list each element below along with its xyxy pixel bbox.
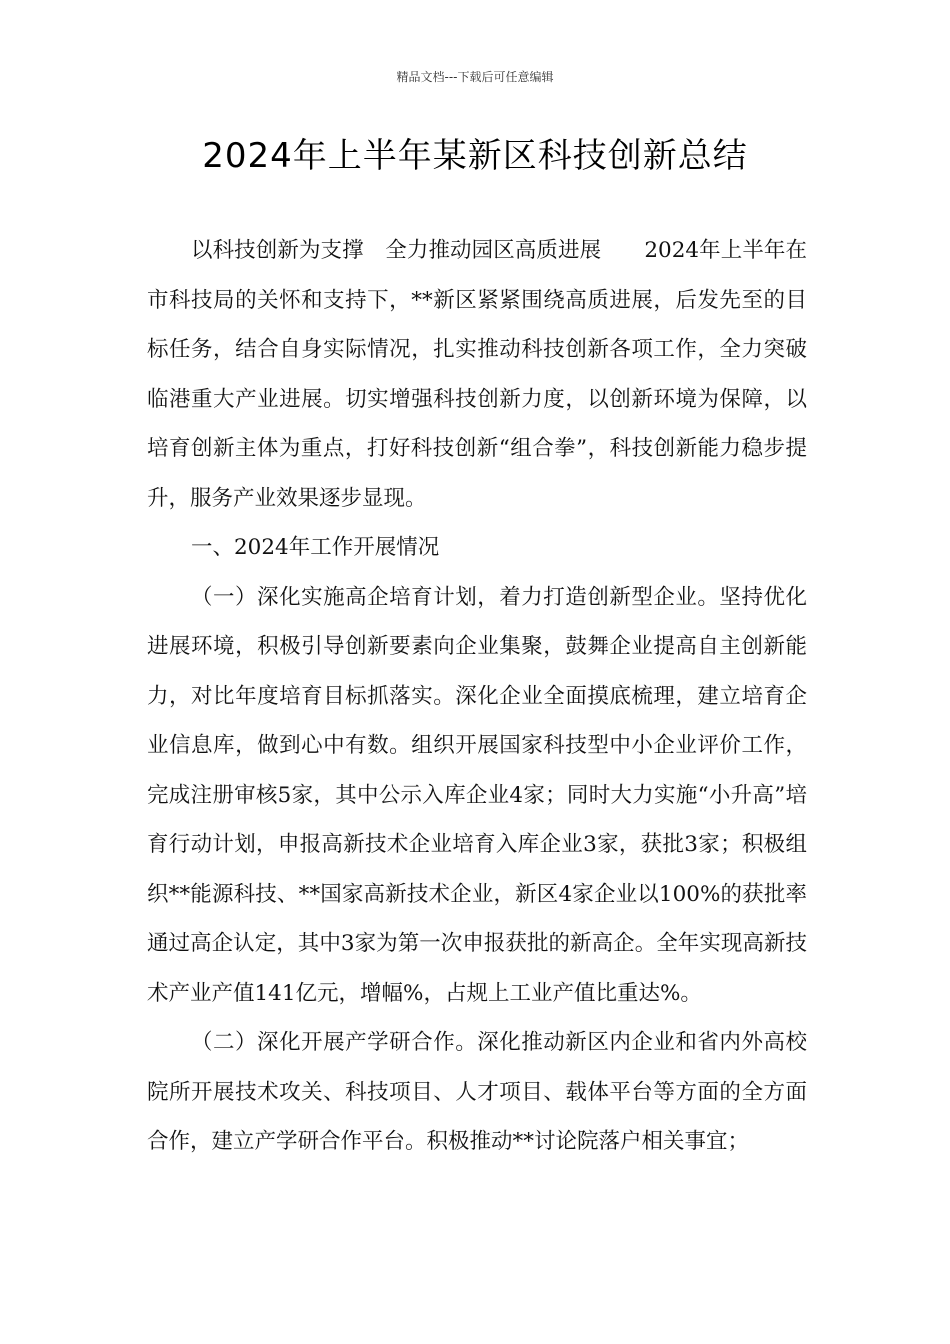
section-heading-1: 一、2024年工作开展情况: [191, 535, 440, 560]
paragraph-section-1-1: （一）深化实施高企培育计划，着力打造创新型企业。坚持优化进展环境，积极引导创新要素向企业集聚，鼓舞企业提高自主创新能力，对比年度培育目标抓落实。深化企业全面摸底梳理，建立培育企业信息库，做到心中有数。组织开展国家科技型中小企业评价工作，完成注册审核5家，其中公示入库企业4家；同时大力实施“小升高”培育行动计划，申报高新技术企业培育入库企业3家，获批3家；积极组织**能源科技、**国家高新技术企业，新区4家企业以100%的获批率通过高企认定，其中3家为第一次申报获批的新高企。全年实现高新技术产业产值141亿元，增幅%，占规上工业产值比重达%。: [147, 584, 807, 1006]
paragraph-section-1-2: （二）深化开展产学研合作。深化推动新区内企业和省内外高校院所开展技术攻关、科技项目、人才项目、载体平台等方面的全方面合作，建立产学研合作平台。积极推动**讨论院落户相关事宜；: [147, 1030, 807, 1154]
paragraph-intro: 以科技创新为支撑 全力推动园区高质进展 2024年上半年在市科技局的关怀和支持下，**新区紧紧围绕高质进展，后发先至的目标任务，结合自身实际情况，扎实推动科技创新各项工作，全力突破临港重大产业进展。切实增强科技创新力度，以创新环境为保障，以培育创新主体为重点，打好科技创新“组合拳”，科技创新能力稳步提升，服务产业效果逐步显现。: [147, 238, 807, 511]
document-title: 2024年上半年某新区科技创新总结: [202, 136, 748, 176]
document-body: [147, 226, 807, 1167]
header-note: 精品文档---下载后可任意编辑: [396, 70, 554, 84]
